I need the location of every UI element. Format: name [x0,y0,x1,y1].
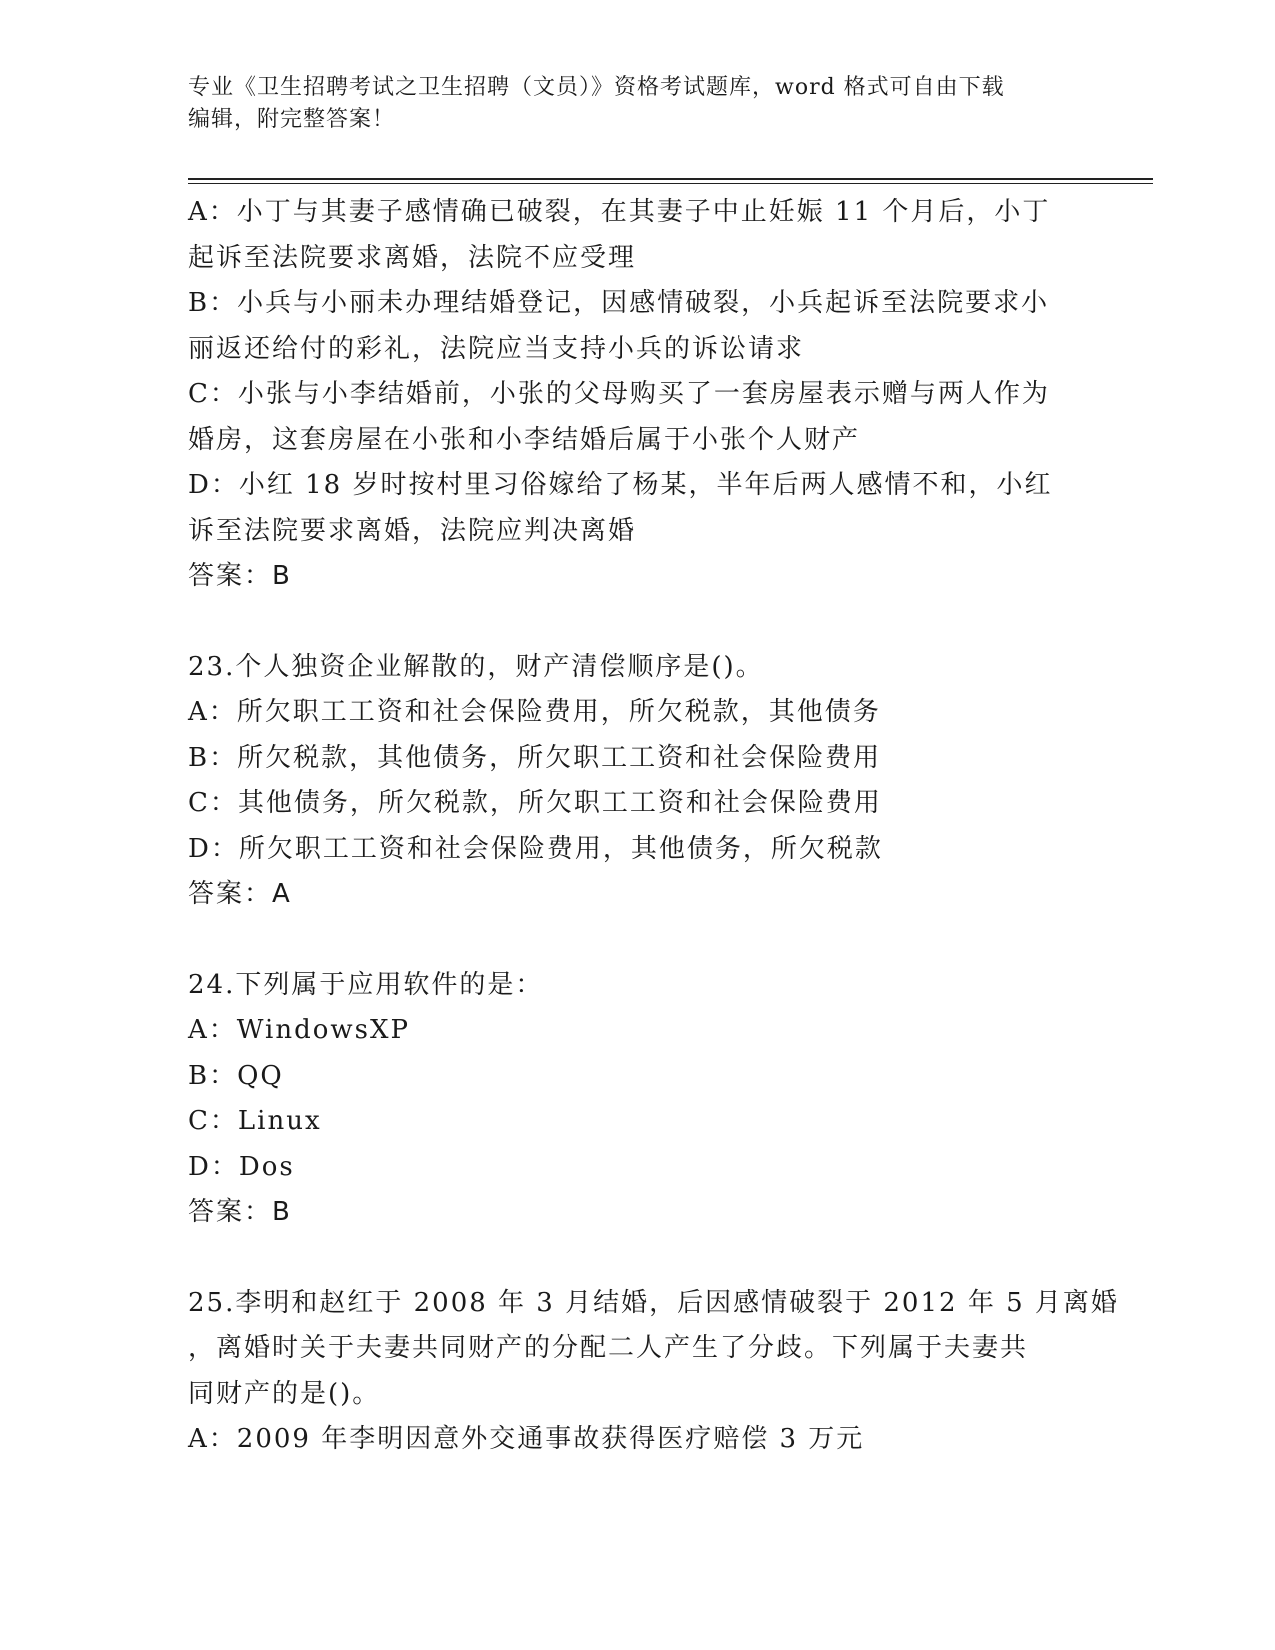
question-text: 24.下列属于应用软件的是： [188,969,544,1000]
header-divider-thick [188,178,1153,180]
option-a: A：2009 年李明因意外交通事故获得医疗赔偿 3 万元 [188,1424,865,1454]
spacer [188,600,1088,645]
answer-label: 答案：B [188,561,292,591]
question-text: 23.个人独资企业解散的，财产清偿顺序是()。 [188,651,764,682]
option-d-continued: 诉至法院要求离婚，法院应判决离婚 [188,515,637,546]
option-d: D：所欠职工工资和社会保险费用，其他债务，所欠税款 [188,833,883,864]
option-c-continued: 婚房，这套房屋在小张和小李结婚后属于小张个人财产 [188,424,861,455]
option-b-continued: 丽返还给付的彩礼，法院应当支持小兵的诉讼请求 [188,333,805,364]
answer-label: 答案：B [188,1197,292,1227]
option-b: B：所欠税款，其他债务，所欠职工工资和社会保险费用 [188,742,882,773]
option-c: C：小张与小李结婚前，小张的父母购买了一套房屋表示赠与两人作为 [188,379,1050,409]
document-header [188,72,1088,136]
question-23-block [188,645,1088,918]
spacer [188,1236,1088,1281]
question-25-block [188,1281,1119,1463]
option-b: B：QQ [188,1060,284,1091]
option-a: A：所欠职工工资和社会保险费用，所欠税款，其他债务 [188,697,881,727]
spacer [188,918,1088,963]
option-c: C：Linux [188,1106,322,1136]
header-line: 编辑，附完整答案！ [188,107,396,132]
option-b: B：小兵与小丽未办理结婚登记，因感情破裂，小兵起诉至法院要求小 [188,288,1050,318]
header-divider-thin [188,183,1153,184]
document-body [188,190,1119,1463]
question-text-continued: ，离婚时关于夫妻共同财产的分配二人产生了分歧。下列属于夫妻共 [188,1333,1029,1363]
question-22-block [188,190,1088,600]
option-a: A：小丁与其妻子感情确已破裂，在其妻子中止妊娠 11 个月后，小丁 [188,197,1051,227]
option-d: D：Dos [188,1151,295,1182]
option-a: A：WindowsXP [188,1015,411,1045]
question-text-continued: 同财产的是()。 [188,1378,381,1409]
question-text: 25.李明和赵红于 2008 年 3 月结婚，后因感情破裂于 2012 年 5 月离婚 [188,1287,1119,1318]
option-c: C：其他债务，所欠税款，所欠职工工资和社会保险费用 [188,788,882,818]
answer-label: 答案：A [188,879,292,909]
option-d: D：小红 18 岁时按村里习俗嫁给了杨某，半年后两人感情不和，小红 [188,470,1053,500]
question-24-block [188,963,1088,1236]
header-line: 专业《卫生招聘考试之卫生招聘（文员）》资格考试题库，word 格式可自由下载 [188,75,1005,100]
option-a-continued: 起诉至法院要求离婚，法院不应受理 [188,242,637,273]
